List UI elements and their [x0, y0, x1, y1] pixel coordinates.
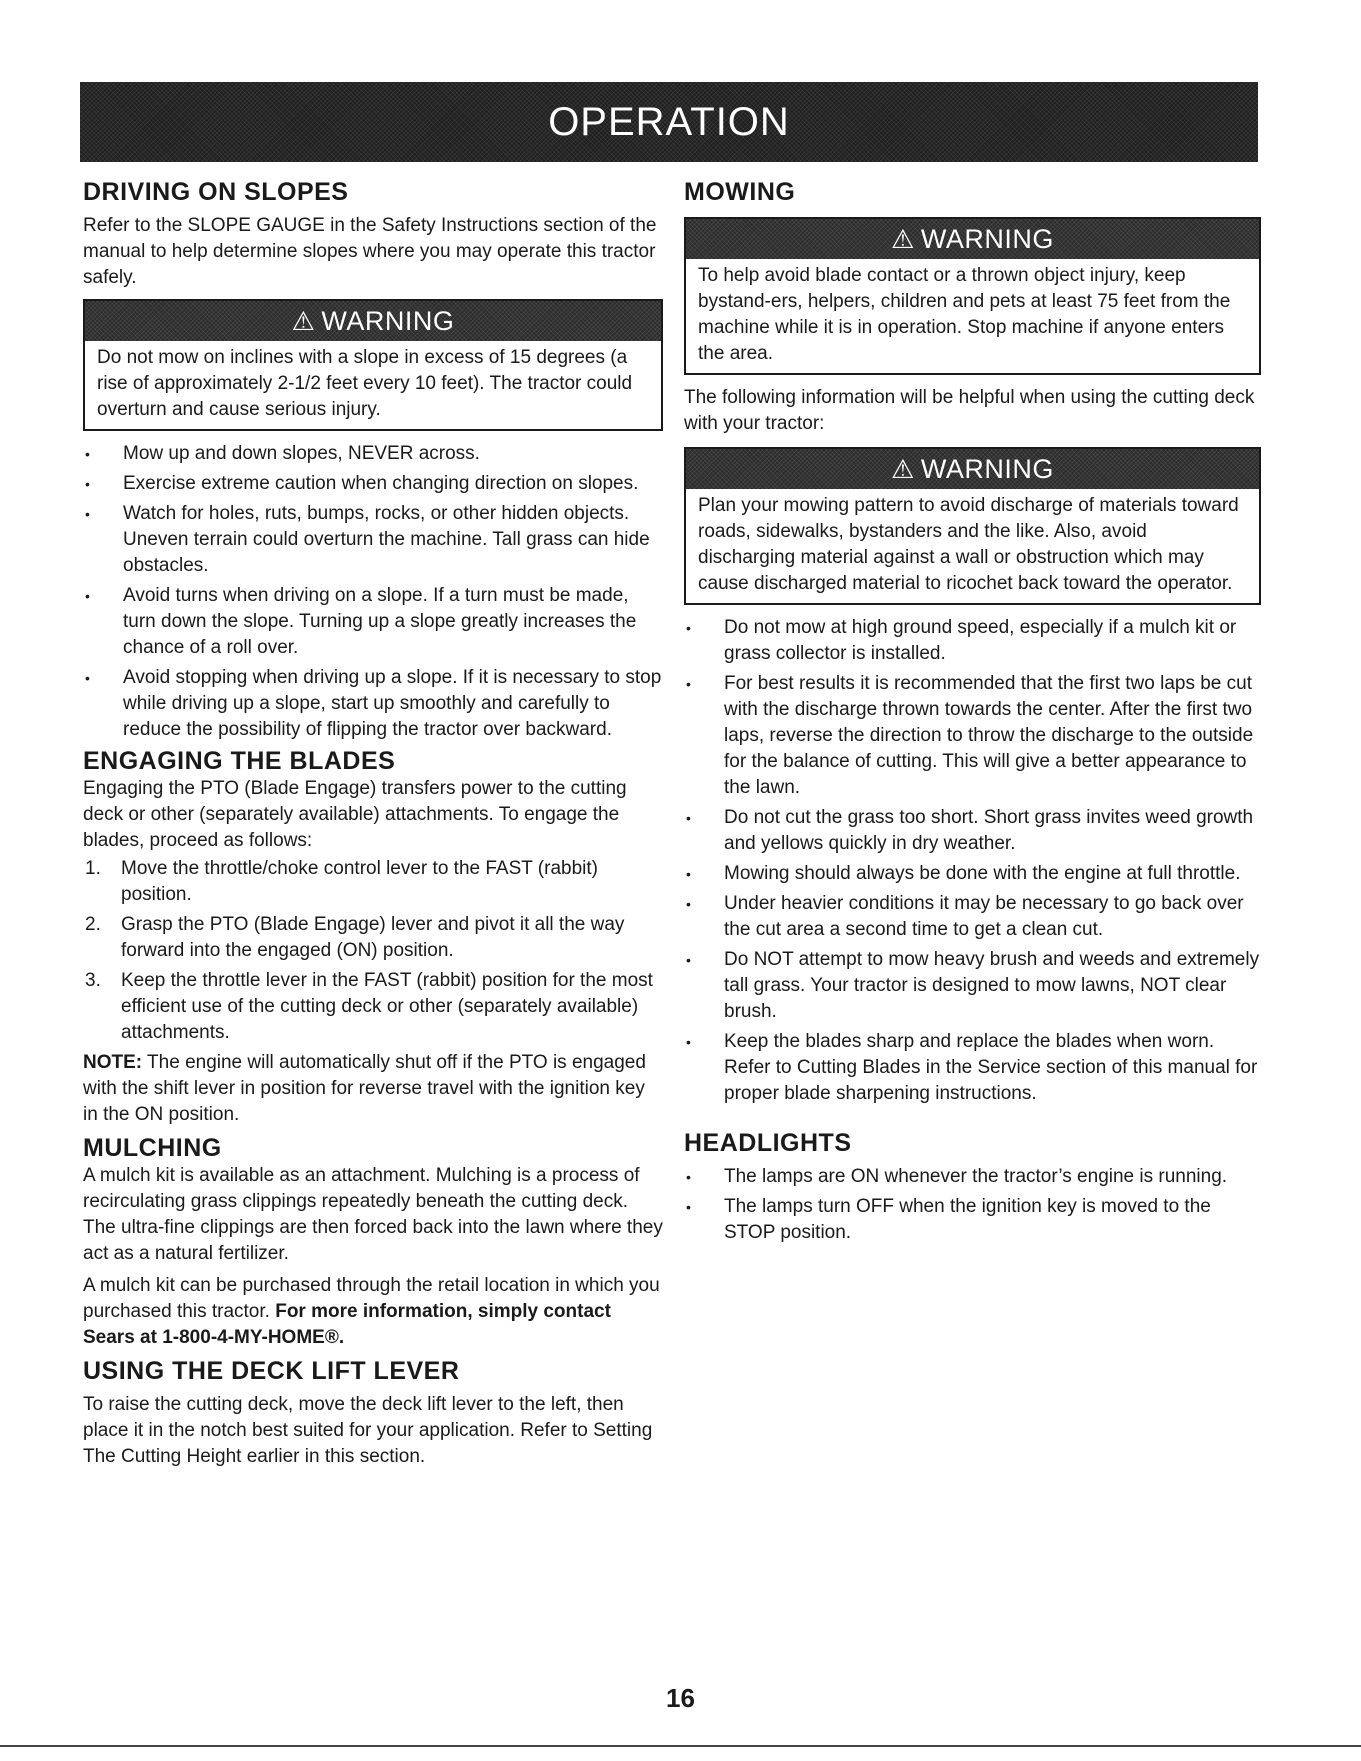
list-item: • Avoid stopping when driving up a slope. If it is necessary to stop while driving up a slope, start up smoothly and carefully to reduce the possibility of flipping the tractor over backward.: [83, 665, 663, 743]
warning-header: [686, 449, 1259, 489]
note-text: The engine will automatically shut off if the PTO is engaged with the shift lever in position for reverse travel with the ignition key in the ON position.: [83, 1052, 646, 1125]
warning-box-bystanders: [684, 217, 1261, 375]
headlights-bullet-list: [684, 1164, 1261, 1246]
list-item: • The lamps turn OFF when the ignition key is moved to the STOP position.: [684, 1194, 1261, 1246]
list-item: [83, 912, 663, 964]
mulching-para-2-text: A mulch kit can be purchased through the retail location in which you purchased this tractor.: [83, 1275, 660, 1322]
deck-lift-text: To raise the cutting deck, move the deck lift lever to the left, then place it in the notch best suited for your application. Refer to Setting The Cutting Height earlier in this section.: [83, 1394, 653, 1467]
left-column: [83, 178, 663, 1470]
step-number: 1.: [85, 858, 101, 879]
warning-triangle-icon: ⚠: [891, 223, 915, 254]
step-text: Grasp the PTO (Blade Engage) lever and pivot it all the way forward into the engaged (ON) position.: [121, 914, 625, 961]
list-item: • Under heavier conditions it may be necessary to go back over the cut area a second time to get a clean cut.: [684, 891, 1261, 943]
mulching-para-2: [83, 1273, 663, 1351]
section-banner: [80, 82, 1258, 162]
list-item: • Watch for holes, ruts, bumps, rocks, or other hidden objects. Uneven terrain could overturn the machine. Tall grass can hide obstacles.: [83, 501, 663, 579]
step-number: 3.: [85, 970, 101, 991]
engaging-steps-list: [83, 856, 663, 1046]
warning-header: [686, 219, 1259, 259]
step-text: Move the throttle/choke control lever to the FAST (rabbit) position.: [121, 858, 598, 905]
list-item: • Mowing should always be done with the engine at full throttle.: [684, 861, 1261, 887]
mulching-contact-text: For more information, simply contact Sears at 1-800-4-MY-HOME®.: [83, 1301, 611, 1348]
list-item: • Avoid turns when driving on a slope. If a turn must be made, turn down the slope. Turning up a slope greatly increases the chance of a roll over.: [83, 583, 663, 661]
list-item: • Do NOT attempt to mow heavy brush and weeds and extremely tall grass. Your tractor is designed to mow lawns, NOT clear brush.: [684, 947, 1261, 1025]
mowing-bullet-list: [684, 615, 1261, 1107]
page-title: OPERATION: [548, 99, 790, 144]
warning-text: Do not mow on inclines with a slope in excess of 15 degrees (a rise of approximately 2-1/2 feet every 10 feet). The tractor could overturn and cause serious injury.: [97, 347, 633, 420]
list-item: [83, 968, 663, 1046]
list-item: • Exercise extreme caution when changing direction on slopes.: [83, 471, 663, 497]
list-item: • Keep the blades sharp and replace the blades when worn. Refer to Cutting Blades in the Service section of this manual for proper blade sharpening instructions.: [684, 1029, 1261, 1107]
slopes-bullet-list: [83, 441, 663, 743]
mulching-para-1: A mulch kit is available as an attachment. Mulching is a process of recirculating grass clippings repeatedly beneath the cutting deck. The ultra-fine clippings are then forced back into the lawn where they act as a natural fertilizer.: [83, 1165, 663, 1264]
list-item: • Do not mow at high ground speed, especially if a mulch kit or grass collector is installed.: [684, 615, 1261, 667]
note-label: NOTE:: [83, 1052, 143, 1073]
bottom-divider: [0, 1745, 1361, 1747]
driving-intro: Refer to the SLOPE GAUGE in the Safety Instructions section of the manual to help determine slopes where you may operate this tractor safely.: [83, 215, 657, 288]
heading-mowing: MOWING: [684, 178, 796, 206]
step-text: Keep the throttle lever in the FAST (rabbit) position for the most efficient use of the cutting deck or other (separately available) attachments.: [121, 970, 653, 1043]
heading-engaging-the-blades: ENGAGING THE BLADES: [83, 747, 396, 775]
engaging-intro: Engaging the PTO (Blade Engage) transfers power to the cutting deck or other (separately available) attachments. To engage the blades, proceed as follows:: [83, 778, 627, 851]
list-item: • Do not cut the grass too short. Short grass invites weed growth and yellows quickly in dry weather.: [684, 805, 1261, 857]
warning-title: WARNING: [920, 453, 1054, 484]
heading-headlights: HEADLIGHTS: [684, 1129, 852, 1157]
warning-box-slopes: [83, 299, 663, 431]
step-number: 2.: [85, 914, 101, 935]
warning-triangle-icon: ⚠: [891, 453, 915, 484]
warning-text: To help avoid blade contact or a thrown object injury, keep bystand-ers, helpers, children and pets at least 75 feet from the machine while it is in operation. Stop machine if anyone enters the area.: [698, 265, 1231, 364]
warning-triangle-icon: ⚠: [291, 305, 316, 336]
warning-title: WARNING: [321, 305, 455, 336]
engaging-note: [83, 1050, 663, 1128]
heading-using-the-deck-lift-lever: USING THE DECK LIFT LEVER: [83, 1357, 460, 1385]
warning-box-discharge: [684, 447, 1261, 605]
list-item: • The lamps are ON whenever the tractor’s engine is running.: [684, 1164, 1261, 1190]
list-item: • Mow up and down slopes, NEVER across.: [83, 441, 663, 467]
list-item: • For best results it is recommended that the first two laps be cut with the discharge thrown towards the center. After the first two laps, reverse the direction to throw the discharge to the outside for the balance of cutting. This will give a better appearance to the lawn.: [684, 671, 1261, 801]
warning-title: WARNING: [920, 223, 1054, 254]
warning-text: Plan your mowing pattern to avoid discharge of materials toward roads, sidewalks, bystanders and the like. Also, avoid discharging material against a wall or obstruction which may cause discharged material to ricochet back toward the operator.: [698, 495, 1239, 594]
right-column: [684, 178, 1261, 1250]
warning-header: [85, 301, 661, 341]
mowing-intro: The following information will be helpful when using the cutting deck with your tractor:: [684, 387, 1255, 434]
heading-driving-on-slopes: DRIVING ON SLOPES: [83, 178, 349, 206]
page-number: 16: [666, 1683, 695, 1713]
list-item: [83, 856, 663, 908]
heading-mulching: MULCHING: [83, 1134, 222, 1162]
